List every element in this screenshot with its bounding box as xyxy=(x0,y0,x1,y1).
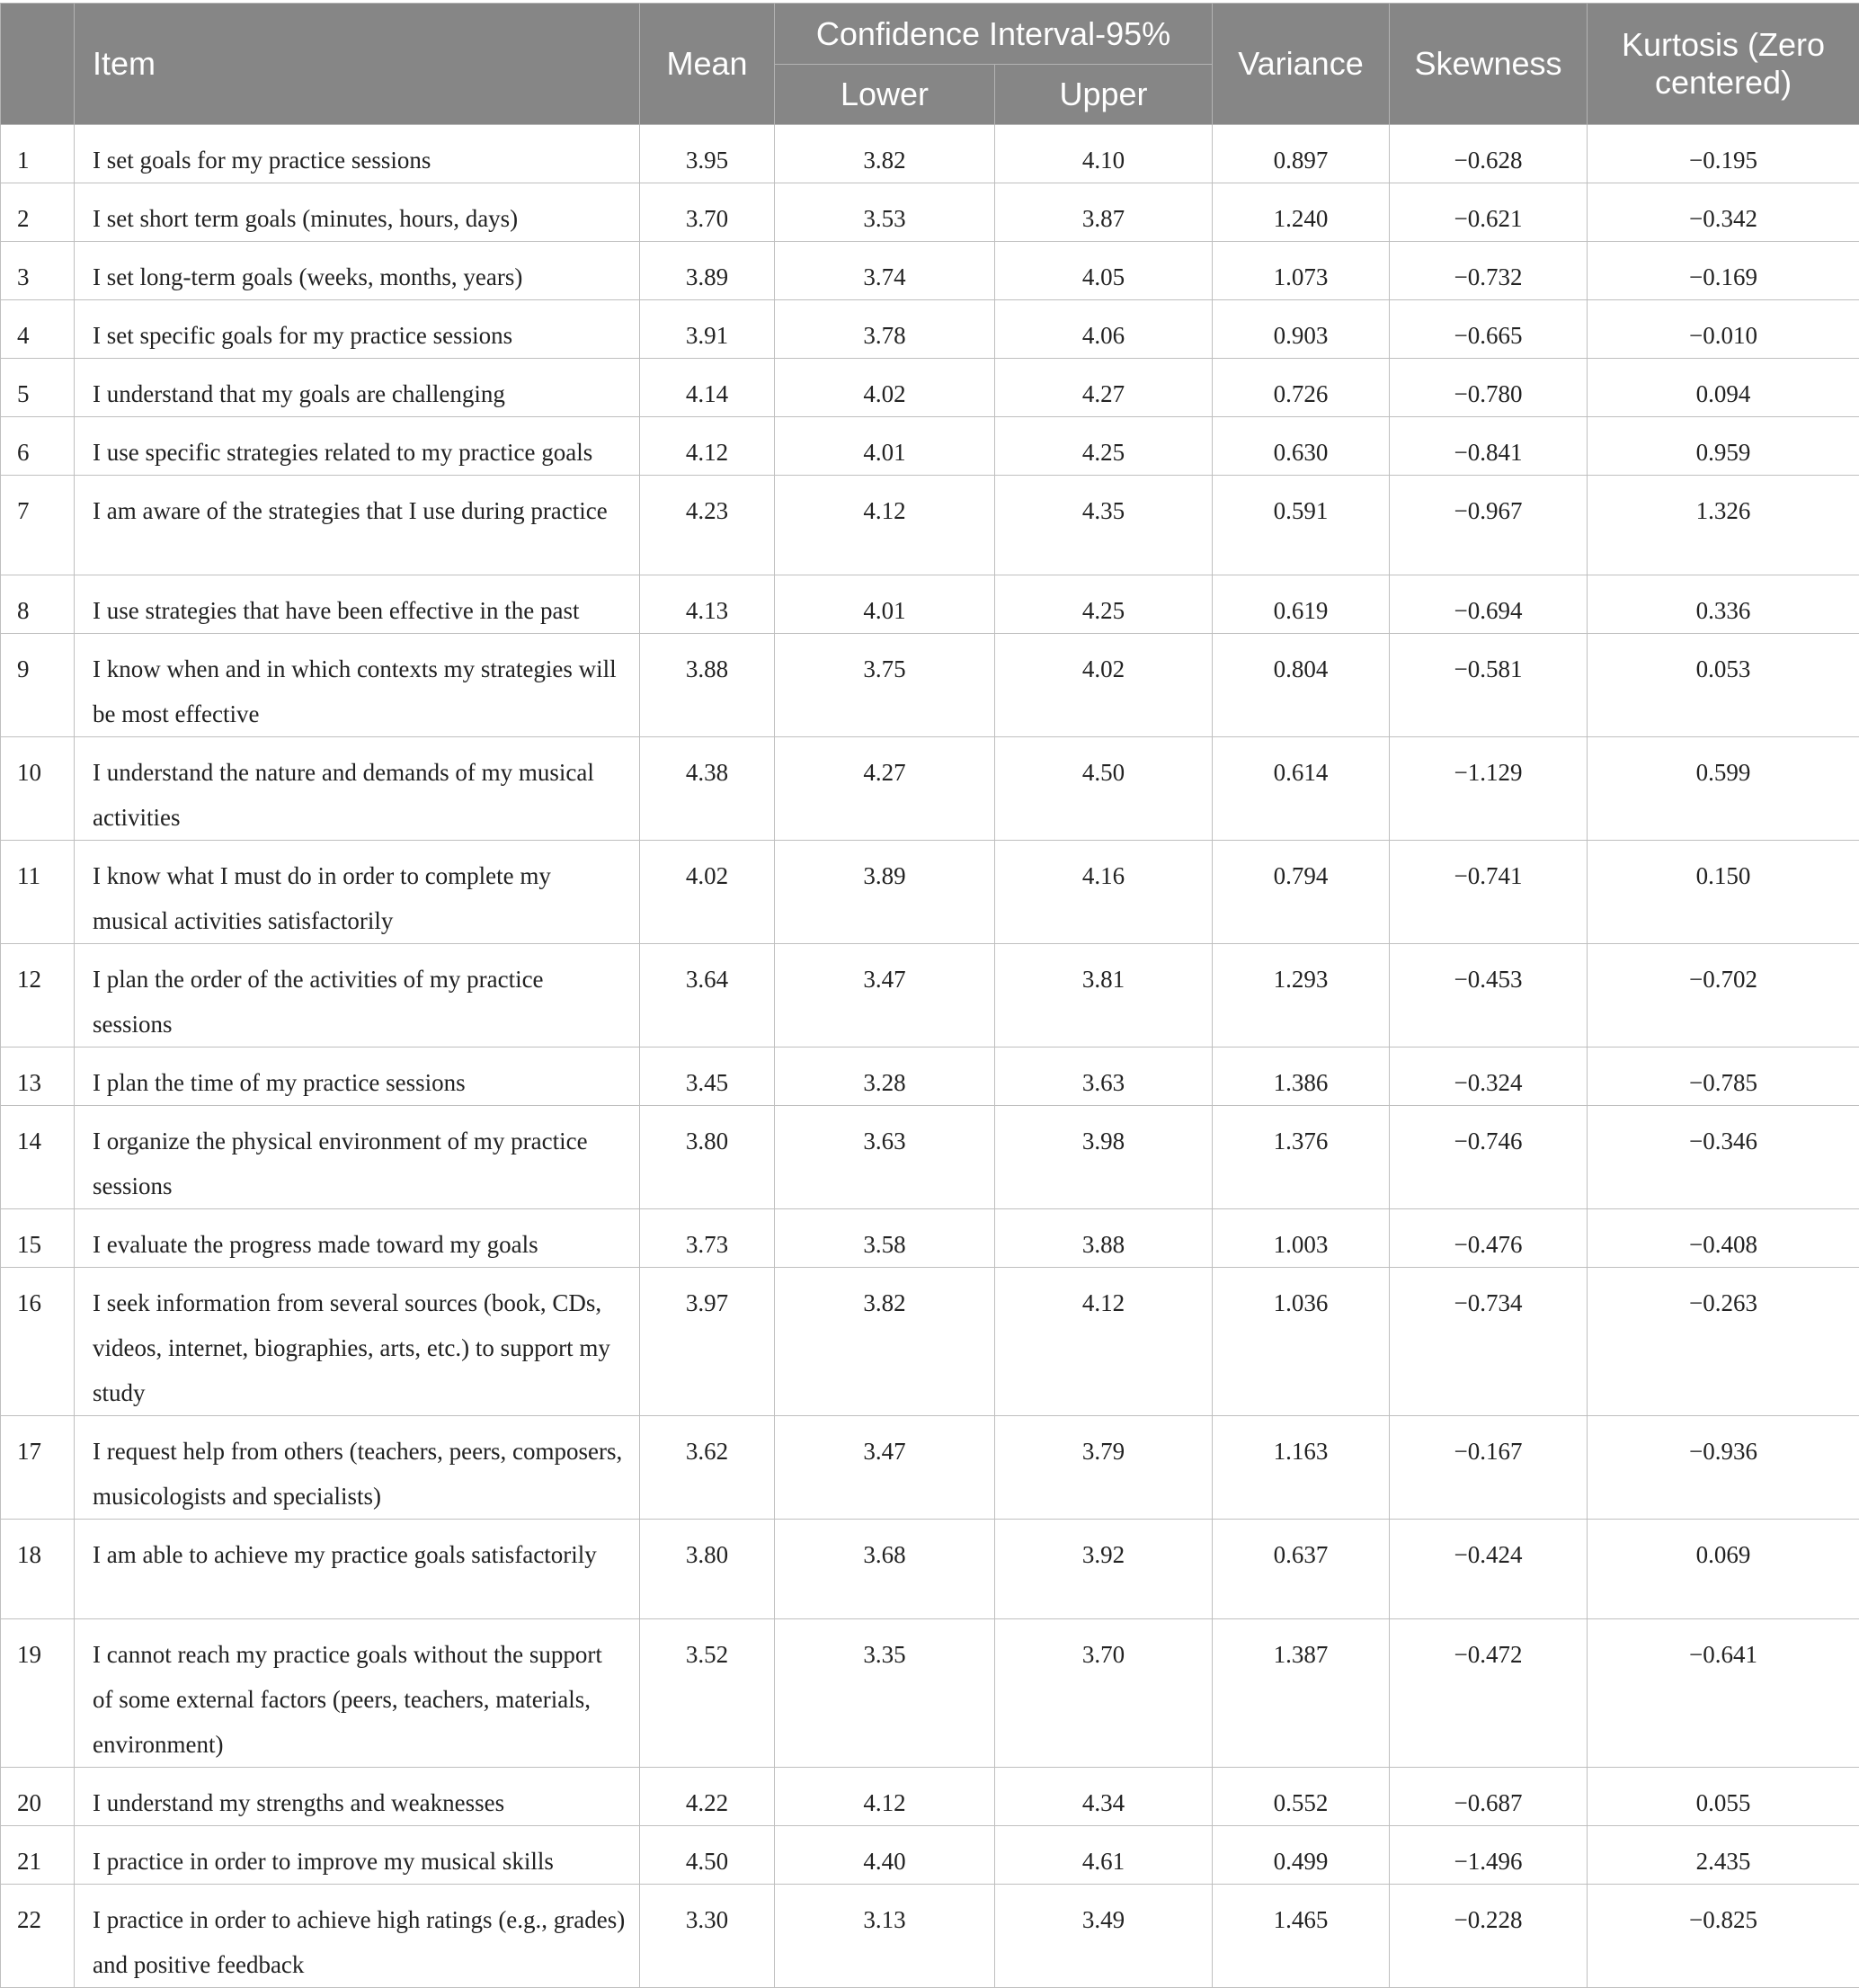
variance-value: 0.630 xyxy=(1213,417,1390,476)
ci-lower-value: 3.78 xyxy=(775,300,995,359)
kurtosis-value: −0.342 xyxy=(1588,183,1859,242)
skewness-value: −0.687 xyxy=(1390,1768,1588,1826)
variance-value: 0.619 xyxy=(1213,575,1390,634)
row-number: 5 xyxy=(1,359,75,417)
skewness-value: −0.694 xyxy=(1390,575,1588,634)
variance-value: 0.794 xyxy=(1213,841,1390,944)
variance-value: 0.897 xyxy=(1213,125,1390,183)
item-text: I plan the time of my practice sessions xyxy=(75,1047,640,1106)
ci-upper-value: 3.49 xyxy=(995,1885,1213,1988)
ci-lower-value: 4.01 xyxy=(775,575,995,634)
ci-upper-value: 3.81 xyxy=(995,944,1213,1047)
ci-upper-value: 4.25 xyxy=(995,575,1213,634)
ci-lower-value: 4.27 xyxy=(775,737,995,841)
skewness-value: −0.167 xyxy=(1390,1416,1588,1520)
skewness-value: −0.228 xyxy=(1390,1885,1588,1988)
item-text: I understand the nature and demands of my musical activities xyxy=(75,737,640,841)
ci-lower-value: 4.01 xyxy=(775,417,995,476)
skewness-value: −0.476 xyxy=(1390,1209,1588,1268)
ci-upper-value: 3.92 xyxy=(995,1520,1213,1619)
row-number: 21 xyxy=(1,1826,75,1885)
variance-value: 1.386 xyxy=(1213,1047,1390,1106)
mean-value: 4.12 xyxy=(640,417,775,476)
skewness-value: −1.129 xyxy=(1390,737,1588,841)
ci-lower-value: 3.35 xyxy=(775,1619,995,1768)
kurtosis-value: −0.641 xyxy=(1588,1619,1859,1768)
mean-value: 4.13 xyxy=(640,575,775,634)
ci-lower-value: 3.47 xyxy=(775,944,995,1047)
item-text: I understand that my goals are challenging xyxy=(75,359,640,417)
table-row xyxy=(1,417,1859,476)
mean-value: 3.95 xyxy=(640,125,775,183)
table-row xyxy=(1,737,1859,841)
skewness-value: −0.581 xyxy=(1390,634,1588,737)
item-text: I cannot reach my practice goals without the support of some external factors (peers, teachers, materials, environment) xyxy=(75,1619,640,1768)
skewness-value: −0.734 xyxy=(1390,1268,1588,1416)
table-row xyxy=(1,476,1859,575)
kurtosis-value: 0.599 xyxy=(1588,737,1859,841)
item-text: I am aware of the strategies that I use during practice xyxy=(75,476,640,575)
ci-upper-value: 3.98 xyxy=(995,1106,1213,1209)
variance-value: 1.293 xyxy=(1213,944,1390,1047)
ci-lower-value: 4.40 xyxy=(775,1826,995,1885)
row-number: 19 xyxy=(1,1619,75,1768)
ci-lower-value: 3.63 xyxy=(775,1106,995,1209)
item-text: I set long-term goals (weeks, months, years) xyxy=(75,242,640,300)
row-number: 13 xyxy=(1,1047,75,1106)
mean-value: 4.22 xyxy=(640,1768,775,1826)
mean-value: 4.14 xyxy=(640,359,775,417)
skewness-value: −0.746 xyxy=(1390,1106,1588,1209)
ci-upper-value: 4.34 xyxy=(995,1768,1213,1826)
ci-upper-value: 4.25 xyxy=(995,417,1213,476)
ci-upper-value: 3.70 xyxy=(995,1619,1213,1768)
kurtosis-value: 0.959 xyxy=(1588,417,1859,476)
kurtosis-value: −0.936 xyxy=(1588,1416,1859,1520)
header-lower: Lower xyxy=(775,65,995,125)
ci-upper-value: 4.12 xyxy=(995,1268,1213,1416)
skewness-value: −1.496 xyxy=(1390,1826,1588,1885)
ci-upper-value: 4.35 xyxy=(995,476,1213,575)
row-number: 11 xyxy=(1,841,75,944)
ci-upper-value: 4.27 xyxy=(995,359,1213,417)
skewness-value: −0.741 xyxy=(1390,841,1588,944)
skewness-value: −0.780 xyxy=(1390,359,1588,417)
table-row xyxy=(1,1416,1859,1520)
table-row xyxy=(1,125,1859,183)
row-number: 15 xyxy=(1,1209,75,1268)
statistics-table xyxy=(0,3,1859,1988)
mean-value: 3.62 xyxy=(640,1416,775,1520)
ci-lower-value: 3.89 xyxy=(775,841,995,944)
item-text: I plan the order of the activities of my practice sessions xyxy=(75,944,640,1047)
header-confidence-interval: Confidence Interval-95% xyxy=(775,4,1213,65)
row-number: 7 xyxy=(1,476,75,575)
table-row xyxy=(1,1268,1859,1416)
mean-value: 3.91 xyxy=(640,300,775,359)
kurtosis-value: −0.346 xyxy=(1588,1106,1859,1209)
header-skewness: Skewness xyxy=(1390,4,1588,125)
item-text: I set specific goals for my practice sessions xyxy=(75,300,640,359)
mean-value: 3.97 xyxy=(640,1268,775,1416)
ci-upper-value: 4.10 xyxy=(995,125,1213,183)
table-row xyxy=(1,1826,1859,1885)
variance-value: 1.163 xyxy=(1213,1416,1390,1520)
item-text: I set goals for my practice sessions xyxy=(75,125,640,183)
ci-lower-value: 4.12 xyxy=(775,476,995,575)
ci-upper-value: 3.79 xyxy=(995,1416,1213,1520)
variance-value: 0.726 xyxy=(1213,359,1390,417)
variance-value: 0.591 xyxy=(1213,476,1390,575)
variance-value: 1.036 xyxy=(1213,1268,1390,1416)
kurtosis-value: 0.150 xyxy=(1588,841,1859,944)
ci-lower-value: 3.82 xyxy=(775,1268,995,1416)
row-number: 18 xyxy=(1,1520,75,1619)
row-number: 6 xyxy=(1,417,75,476)
table-row xyxy=(1,1768,1859,1826)
ci-lower-value: 3.13 xyxy=(775,1885,995,1988)
mean-value: 3.80 xyxy=(640,1106,775,1209)
item-text: I know what I must do in order to complete my musical activities satisfactorily xyxy=(75,841,640,944)
kurtosis-value: 0.094 xyxy=(1588,359,1859,417)
item-text: I set short term goals (minutes, hours, days) xyxy=(75,183,640,242)
kurtosis-value: −0.195 xyxy=(1588,125,1859,183)
kurtosis-value: 2.435 xyxy=(1588,1826,1859,1885)
item-text: I practice in order to achieve high ratings (e.g., grades) and positive feedback xyxy=(75,1885,640,1988)
ci-upper-value: 3.87 xyxy=(995,183,1213,242)
variance-value: 1.387 xyxy=(1213,1619,1390,1768)
ci-upper-value: 3.63 xyxy=(995,1047,1213,1106)
kurtosis-value: 0.336 xyxy=(1588,575,1859,634)
row-number: 12 xyxy=(1,944,75,1047)
mean-value: 4.50 xyxy=(640,1826,775,1885)
header-upper: Upper xyxy=(995,65,1213,125)
mean-value: 3.88 xyxy=(640,634,775,737)
mean-value: 3.30 xyxy=(640,1885,775,1988)
variance-value: 0.614 xyxy=(1213,737,1390,841)
row-number: 1 xyxy=(1,125,75,183)
ci-lower-value: 3.82 xyxy=(775,125,995,183)
skewness-value: −0.841 xyxy=(1390,417,1588,476)
ci-lower-value: 3.74 xyxy=(775,242,995,300)
item-text: I request help from others (teachers, peers, composers, musicologists and specialists) xyxy=(75,1416,640,1520)
ci-upper-value: 4.16 xyxy=(995,841,1213,944)
variance-value: 0.637 xyxy=(1213,1520,1390,1619)
mean-value: 3.70 xyxy=(640,183,775,242)
table-row xyxy=(1,183,1859,242)
skewness-value: −0.472 xyxy=(1390,1619,1588,1768)
mean-value: 4.23 xyxy=(640,476,775,575)
header-variance: Variance xyxy=(1213,4,1390,125)
kurtosis-value: −0.825 xyxy=(1588,1885,1859,1988)
skewness-value: −0.453 xyxy=(1390,944,1588,1047)
item-text: I use specific strategies related to my practice goals xyxy=(75,417,640,476)
mean-value: 3.52 xyxy=(640,1619,775,1768)
ci-lower-value: 3.68 xyxy=(775,1520,995,1619)
skewness-value: −0.621 xyxy=(1390,183,1588,242)
row-number: 16 xyxy=(1,1268,75,1416)
mean-value: 4.38 xyxy=(640,737,775,841)
kurtosis-value: −0.408 xyxy=(1588,1209,1859,1268)
table-row xyxy=(1,1520,1859,1619)
kurtosis-value: 0.055 xyxy=(1588,1768,1859,1826)
ci-lower-value: 3.28 xyxy=(775,1047,995,1106)
ci-lower-value: 3.75 xyxy=(775,634,995,737)
mean-value: 3.45 xyxy=(640,1047,775,1106)
row-number: 2 xyxy=(1,183,75,242)
row-number: 17 xyxy=(1,1416,75,1520)
table-row xyxy=(1,242,1859,300)
table-row xyxy=(1,1885,1859,1988)
item-text: I use strategies that have been effective in the past xyxy=(75,575,640,634)
table-body xyxy=(1,125,1859,1988)
item-text: I am able to achieve my practice goals satisfactorily xyxy=(75,1520,640,1619)
item-text: I know when and in which contexts my strategies will be most effective xyxy=(75,634,640,737)
table-row xyxy=(1,1047,1859,1106)
mean-value: 3.89 xyxy=(640,242,775,300)
ci-lower-value: 3.53 xyxy=(775,183,995,242)
mean-value: 3.80 xyxy=(640,1520,775,1619)
variance-value: 0.804 xyxy=(1213,634,1390,737)
header-kurtosis: Kurtosis (Zero centered) xyxy=(1588,4,1859,125)
mean-value: 3.73 xyxy=(640,1209,775,1268)
ci-upper-value: 4.06 xyxy=(995,300,1213,359)
item-text: I organize the physical environment of my practice sessions xyxy=(75,1106,640,1209)
skewness-value: −0.324 xyxy=(1390,1047,1588,1106)
kurtosis-value: 0.069 xyxy=(1588,1520,1859,1619)
variance-value: 1.240 xyxy=(1213,183,1390,242)
table-row xyxy=(1,359,1859,417)
table-row xyxy=(1,944,1859,1047)
table-row xyxy=(1,575,1859,634)
mean-value: 4.02 xyxy=(640,841,775,944)
mean-value: 3.64 xyxy=(640,944,775,1047)
row-number: 4 xyxy=(1,300,75,359)
skewness-value: −0.967 xyxy=(1390,476,1588,575)
row-number: 20 xyxy=(1,1768,75,1826)
ci-lower-value: 4.12 xyxy=(775,1768,995,1826)
skewness-value: −0.628 xyxy=(1390,125,1588,183)
variance-value: 1.465 xyxy=(1213,1885,1390,1988)
kurtosis-value: −0.702 xyxy=(1588,944,1859,1047)
ci-upper-value: 4.50 xyxy=(995,737,1213,841)
kurtosis-value: −0.169 xyxy=(1588,242,1859,300)
variance-value: 0.552 xyxy=(1213,1768,1390,1826)
kurtosis-value: −0.785 xyxy=(1588,1047,1859,1106)
ci-upper-value: 4.05 xyxy=(995,242,1213,300)
table-row xyxy=(1,841,1859,944)
ci-lower-value: 3.47 xyxy=(775,1416,995,1520)
row-number: 10 xyxy=(1,737,75,841)
table-row xyxy=(1,1209,1859,1268)
ci-upper-value: 3.88 xyxy=(995,1209,1213,1268)
header-number xyxy=(1,4,75,125)
skewness-value: −0.732 xyxy=(1390,242,1588,300)
header-mean: Mean xyxy=(640,4,775,125)
ci-upper-value: 4.02 xyxy=(995,634,1213,737)
item-text: I practice in order to improve my musical skills xyxy=(75,1826,640,1885)
item-text: I seek information from several sources (book, CDs, videos, internet, biographies, arts, etc.) to support my study xyxy=(75,1268,640,1416)
row-number: 8 xyxy=(1,575,75,634)
row-number: 22 xyxy=(1,1885,75,1988)
table-header xyxy=(1,4,1859,125)
kurtosis-value: 1.326 xyxy=(1588,476,1859,575)
variance-value: 1.376 xyxy=(1213,1106,1390,1209)
variance-value: 0.499 xyxy=(1213,1826,1390,1885)
row-number: 9 xyxy=(1,634,75,737)
kurtosis-value: −0.263 xyxy=(1588,1268,1859,1416)
ci-lower-value: 3.58 xyxy=(775,1209,995,1268)
item-text: I understand my strengths and weaknesses xyxy=(75,1768,640,1826)
skewness-value: −0.424 xyxy=(1390,1520,1588,1619)
row-number: 3 xyxy=(1,242,75,300)
item-text: I evaluate the progress made toward my goals xyxy=(75,1209,640,1268)
kurtosis-value: −0.010 xyxy=(1588,300,1859,359)
table-row xyxy=(1,1619,1859,1768)
skewness-value: −0.665 xyxy=(1390,300,1588,359)
table-row xyxy=(1,300,1859,359)
row-number: 14 xyxy=(1,1106,75,1209)
kurtosis-value: 0.053 xyxy=(1588,634,1859,737)
ci-upper-value: 4.61 xyxy=(995,1826,1213,1885)
table-row xyxy=(1,634,1859,737)
variance-value: 1.073 xyxy=(1213,242,1390,300)
variance-value: 0.903 xyxy=(1213,300,1390,359)
header-item: Item xyxy=(75,4,640,125)
table-row xyxy=(1,1106,1859,1209)
ci-lower-value: 4.02 xyxy=(775,359,995,417)
variance-value: 1.003 xyxy=(1213,1209,1390,1268)
